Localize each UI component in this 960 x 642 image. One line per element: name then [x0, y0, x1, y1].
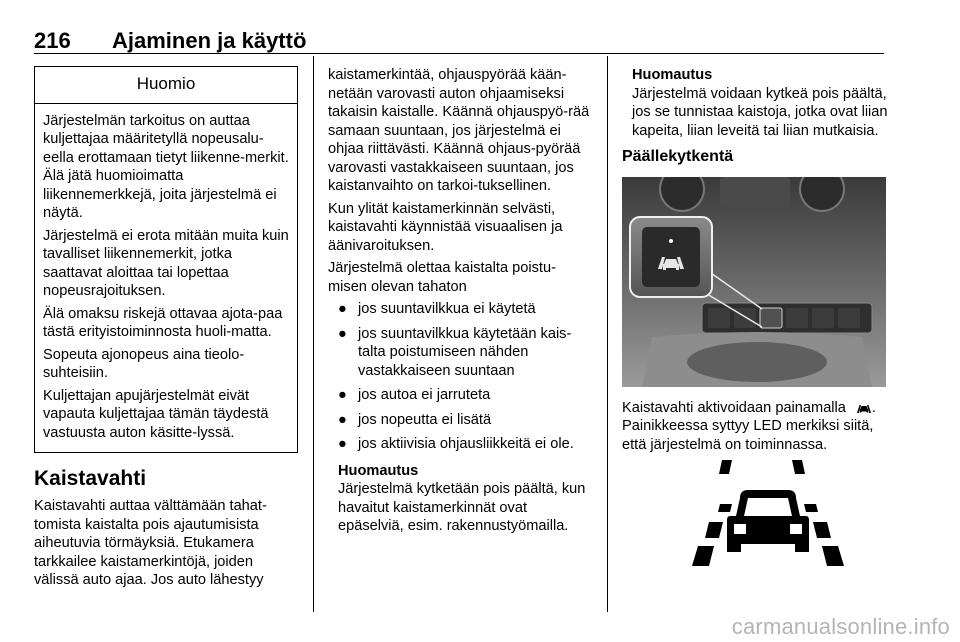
bullet-icon: ●	[338, 411, 347, 428]
bullet-icon: ●	[338, 301, 347, 317]
note	[338, 462, 594, 536]
list-item: ● jos nopeutta ei lisätä	[338, 411, 492, 428]
header-rule	[34, 53, 884, 54]
page-title: Ajaminen ja käyttö	[112, 28, 307, 53]
column-divider-2	[607, 56, 608, 612]
warning-paragraph: Kuljettajan apujärjestelmät eivät vapauta kuljettajaa tämän täydestä vastuusta auton käsitte-lyssä.	[43, 387, 269, 441]
column-3	[622, 66, 888, 566]
watermark: carmanualsonline.info	[731, 614, 950, 639]
warning-box	[34, 66, 298, 453]
body-paragraph: kaistamerkintää, ohjauspyörää kään-netään varovasti auton ohjaamiseksi takaisin kaistalle. Käännä ohjauspyö-rää samaan suuntaan, jos järjestelmä ei ohjaa riittävästi. Käännä ohjaus-pyörää varovasti vastakkaiseen suuntaan, jos kaistanvaihto on tarkoi-tuksellinen.	[328, 67, 590, 194]
section-title: Kaistavahti	[34, 467, 147, 490]
body-paragraph: Järjestelmä olettaa kaistalta poistu-misen olevan tahaton	[328, 260, 556, 295]
bullet-icon: ●	[338, 436, 347, 452]
activation-text: Kaistavahti aktivoidaan painamalla . Painikkeessa syttyy LED merkiksi siitä, että järjestelmä on toiminnassa.	[622, 399, 876, 453]
warning-title: Huomio	[35, 67, 297, 104]
list-item: ● jos suuntavilkkua käytetään kais-talta poistumiseen nähden vastakkaiseen suuntaan	[338, 325, 572, 379]
lane-assist-icon	[662, 458, 862, 566]
column-2	[328, 66, 594, 540]
list-item: ● jos aktiivisia ohjausliikkeitä ei ole.	[338, 436, 574, 452]
note-text: Järjestelmä voidaan kytkeä pois päältä, jos se tunnistaa kaistoja, jotka ovat liian kapeita, liian leveitä tai liian mutkaisia.	[632, 85, 888, 139]
warning-paragraph: Järjestelmä ei erota mitään muita kuin tavalliset liikennemerkit, jotka saattavat aloittaa tai lopettaa nopeusrajoituksen.	[43, 227, 289, 299]
condition-list	[328, 300, 594, 454]
warning-paragraph: Järjestelmän tarkoitus on auttaa kuljettajaa määritetyllä nopeusalu-eella erottamaan tietyt liikenne-merkit. Älä jätä huomioimatta liikennemerkkejä, joita järjestelmä ei näytä.	[43, 112, 289, 221]
note-title: Huomautus	[632, 67, 713, 83]
column-1	[34, 66, 298, 594]
column-divider-1	[313, 56, 314, 612]
page-header	[34, 28, 306, 54]
note-text: Järjestelmä kytketään pois päältä, kun havaitut kaistamerkinnät ovat epäselviä, esim. rakennustyömailla.	[338, 481, 586, 534]
section-intro: Kaistavahti auttaa välttämään tahat-tomista kaistalta pois ajautumisista aiheutuvia törmäyksiä. Etukamera tarkkailee kaistamerkintöjä, joiden välissä auto ajaa. Jos auto lähestyy	[34, 498, 267, 588]
body-paragraph: Kun ylität kaistamerkinnän selvästi, kaistavahti käynnistää visuaalisen ja äänivaroituksen.	[328, 200, 563, 254]
subheading: Päällekytkentä	[622, 148, 734, 165]
list-item: ● jos autoa ei jarruteta	[338, 387, 491, 403]
warning-paragraph: Sopeuta ajonopeus aina tieolo-suhteisiin.	[43, 346, 245, 381]
note	[632, 66, 888, 140]
bullet-icon: ●	[338, 325, 347, 342]
bullet-icon: ●	[338, 387, 347, 403]
warning-body	[35, 104, 297, 453]
lane-assist-icon	[856, 401, 872, 414]
note-title: Huomautus	[338, 462, 419, 479]
page-number: 216	[34, 28, 71, 53]
dashboard-photo	[622, 177, 886, 387]
warning-paragraph: Älä omaksu riskejä ottavaa ajota-paa tästä erityistoiminnosta huoli-matta.	[43, 305, 283, 340]
list-item: ● jos suuntavilkkua ei käytetä	[338, 301, 536, 317]
